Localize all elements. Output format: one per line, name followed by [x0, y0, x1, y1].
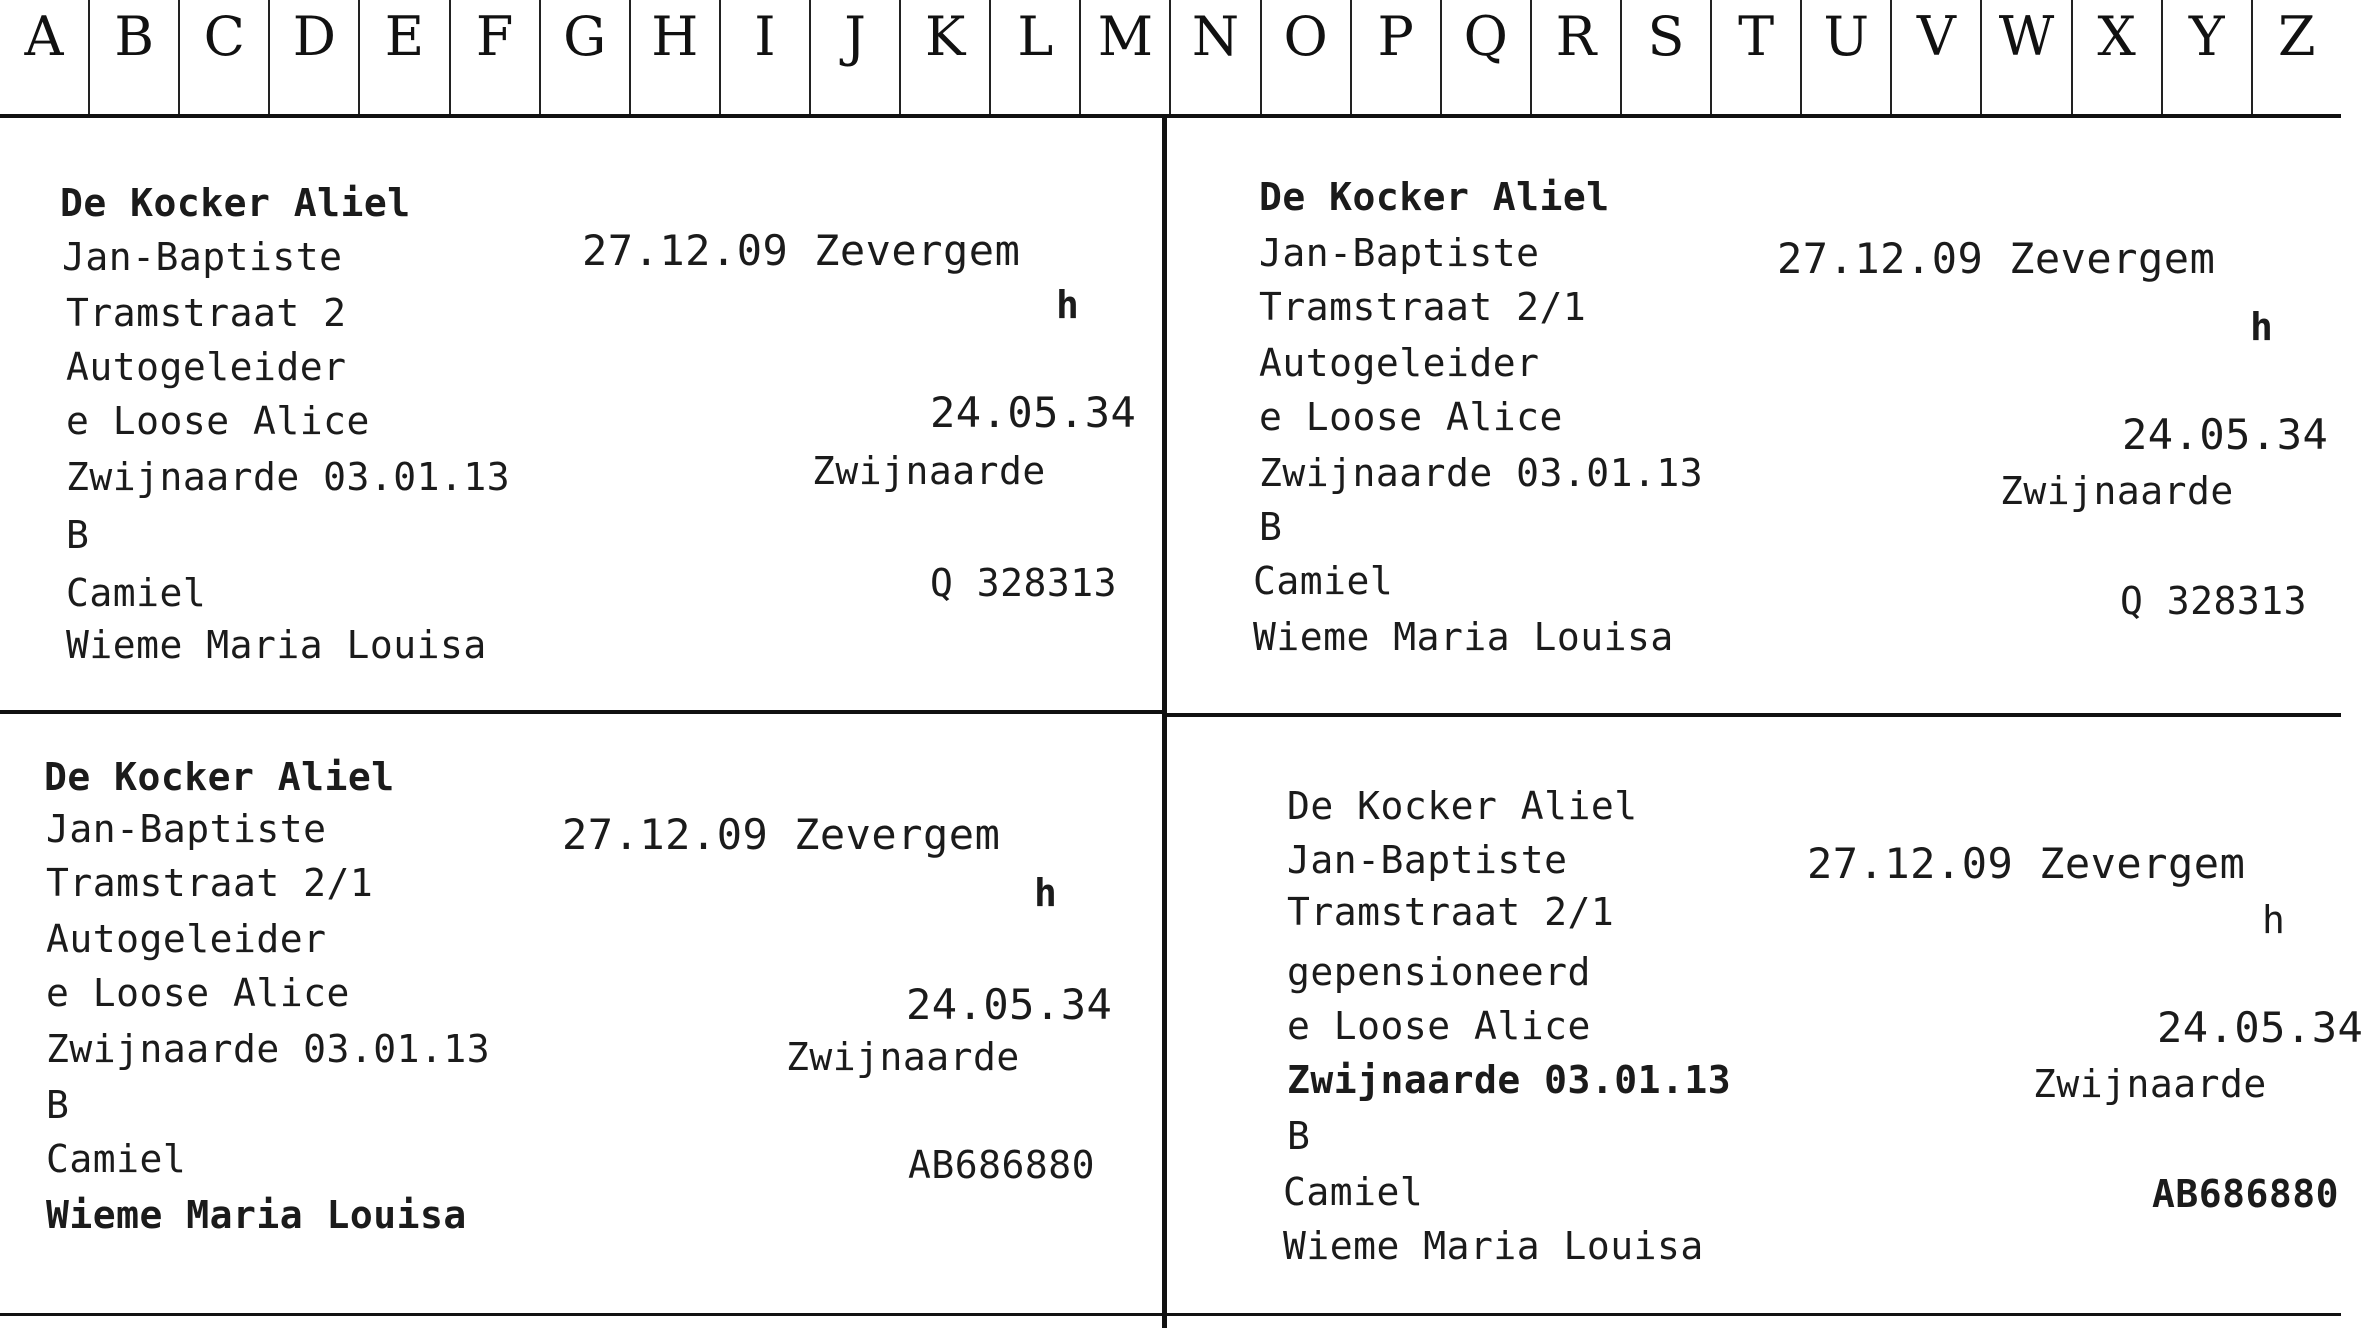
- card-first-names: Jan-Baptiste: [46, 807, 327, 851]
- index-letter-a: A: [24, 5, 64, 68]
- alphabet-index-strip: [0, 0, 2341, 116]
- card-marriage-place: Zwijnaarde: [2033, 1062, 2267, 1106]
- card-spouse: e Loose Alice: [1259, 395, 1563, 439]
- index-letter-d: D: [268, 0, 358, 116]
- card-bottom-edge-right: [1167, 1313, 2341, 1316]
- index-letter-v: V: [1890, 0, 1980, 116]
- card-letter: B: [46, 1083, 70, 1127]
- card-id-number: Q 328313: [930, 561, 1118, 605]
- card-name: De Kocker Aliel: [1259, 175, 1610, 219]
- card-spouse-birth: Zwijnaarde 03.01.13: [1287, 1058, 1732, 1102]
- index-letter-u: U: [1800, 0, 1890, 116]
- index-letter-h: H: [629, 0, 719, 116]
- index-letter-s: S: [1620, 0, 1710, 116]
- index-letter-z: Z: [2251, 0, 2341, 116]
- card-birth: 27.12.09 Zevergem: [582, 226, 1021, 275]
- index-letter-n: N: [1169, 0, 1259, 116]
- card-marriage-date: 24.05.34: [906, 980, 1113, 1029]
- card-birth: 27.12.09 Zevergem: [1777, 234, 2216, 283]
- index-letter-r: R: [1530, 0, 1620, 116]
- card-spouse-birth: Zwijnaarde 03.01.13: [1259, 451, 1704, 495]
- index-letter-w: W: [1980, 0, 2070, 116]
- card-mark: h: [1056, 283, 1080, 327]
- card-mother: Wieme Maria Louisa: [66, 623, 487, 667]
- card-occupation: Autogeleider: [1259, 341, 1540, 385]
- card-mark: h: [1034, 871, 1058, 915]
- card-address: Tramstraat 2/1: [1287, 890, 1615, 934]
- card-birth: 27.12.09 Zevergem: [1807, 839, 2246, 888]
- card-spouse: e Loose Alice: [66, 399, 370, 443]
- card-address: Tramstraat 2/1: [1259, 285, 1587, 329]
- index-card-4: [1167, 717, 2363, 1312]
- index-letter-f: F: [449, 0, 539, 116]
- index-letter-t: T: [1710, 0, 1800, 116]
- card-spouse-birth: Zwijnaarde 03.01.13: [46, 1027, 491, 1071]
- card-letter: B: [1259, 505, 1283, 549]
- card-marriage-place: Zwijnaarde: [786, 1035, 1020, 1079]
- card-letter: B: [66, 513, 90, 557]
- index-letter-m: M: [1079, 0, 1169, 116]
- card-marriage-place: Zwijnaarde: [812, 449, 1046, 493]
- index-letter-j: J: [809, 0, 899, 116]
- card-name: De Kocker Aliel: [60, 181, 411, 225]
- index-letter-i: I: [719, 0, 809, 116]
- index-letter-y: Y: [2161, 0, 2251, 116]
- card-occupation: Autogeleider: [66, 345, 347, 389]
- card-mark: h: [2250, 305, 2274, 349]
- card-mark: h: [2262, 898, 2286, 942]
- index-letter-q: Q: [1440, 0, 1530, 116]
- card-father: Camiel: [1253, 559, 1394, 603]
- card-spouse: e Loose Alice: [1287, 1004, 1591, 1048]
- card-name: De Kocker Aliel: [1287, 784, 1638, 828]
- card-mother: Wieme Maria Louisa: [1253, 615, 1674, 659]
- card-marriage-date: 24.05.34: [2157, 1003, 2363, 1052]
- card-birth: 27.12.09 Zevergem: [562, 810, 1001, 859]
- card-spouse: e Loose Alice: [46, 971, 350, 1015]
- index-letter-b: B: [88, 0, 178, 116]
- card-first-names: Jan-Baptiste: [1287, 838, 1568, 882]
- card-first-names: Jan-Baptiste: [62, 235, 343, 279]
- card-first-names: Jan-Baptiste: [1259, 231, 1540, 275]
- index-card-1: [0, 118, 1160, 708]
- index-letter-k: K: [899, 0, 989, 116]
- card-letter: B: [1287, 1114, 1311, 1158]
- card-address: Tramstraat 2: [66, 291, 347, 335]
- card-address: Tramstraat 2/1: [46, 861, 374, 905]
- card-mother: Wieme Maria Louisa: [1283, 1224, 1704, 1268]
- card-id-number: AB686880: [2152, 1172, 2340, 1216]
- card-occupation: gepensioneerd: [1287, 950, 1591, 994]
- index-letter-l: L: [989, 0, 1079, 116]
- index-letter-p: P: [1350, 0, 1440, 116]
- index-letter-x: X: [2071, 0, 2161, 116]
- card-name: De Kocker Aliel: [44, 755, 395, 799]
- index-letter-e: E: [358, 0, 448, 116]
- card-occupation: Autogeleider: [46, 917, 327, 961]
- card-marriage-place: Zwijnaarde: [2000, 469, 2234, 513]
- index-letter-c: C: [178, 0, 268, 116]
- card-father: Camiel: [1283, 1170, 1424, 1214]
- index-card-3: [0, 714, 1160, 1312]
- card-bottom-edge-left: [0, 1313, 1162, 1316]
- card-id-number: Q 328313: [2120, 579, 2308, 623]
- card-id-number: AB686880: [908, 1143, 1096, 1187]
- card-mother: Wieme Maria Louisa: [46, 1193, 467, 1237]
- card-marriage-date: 24.05.34: [2122, 410, 2329, 459]
- index-card-2: [1167, 118, 2341, 712]
- index-letter-g: G: [539, 0, 629, 116]
- index-letter-o: O: [1260, 0, 1350, 116]
- card-father: Camiel: [66, 571, 207, 615]
- card-spouse-birth: Zwijnaarde 03.01.13: [66, 455, 511, 499]
- card-marriage-date: 24.05.34: [930, 388, 1137, 437]
- card-father: Camiel: [46, 1137, 187, 1181]
